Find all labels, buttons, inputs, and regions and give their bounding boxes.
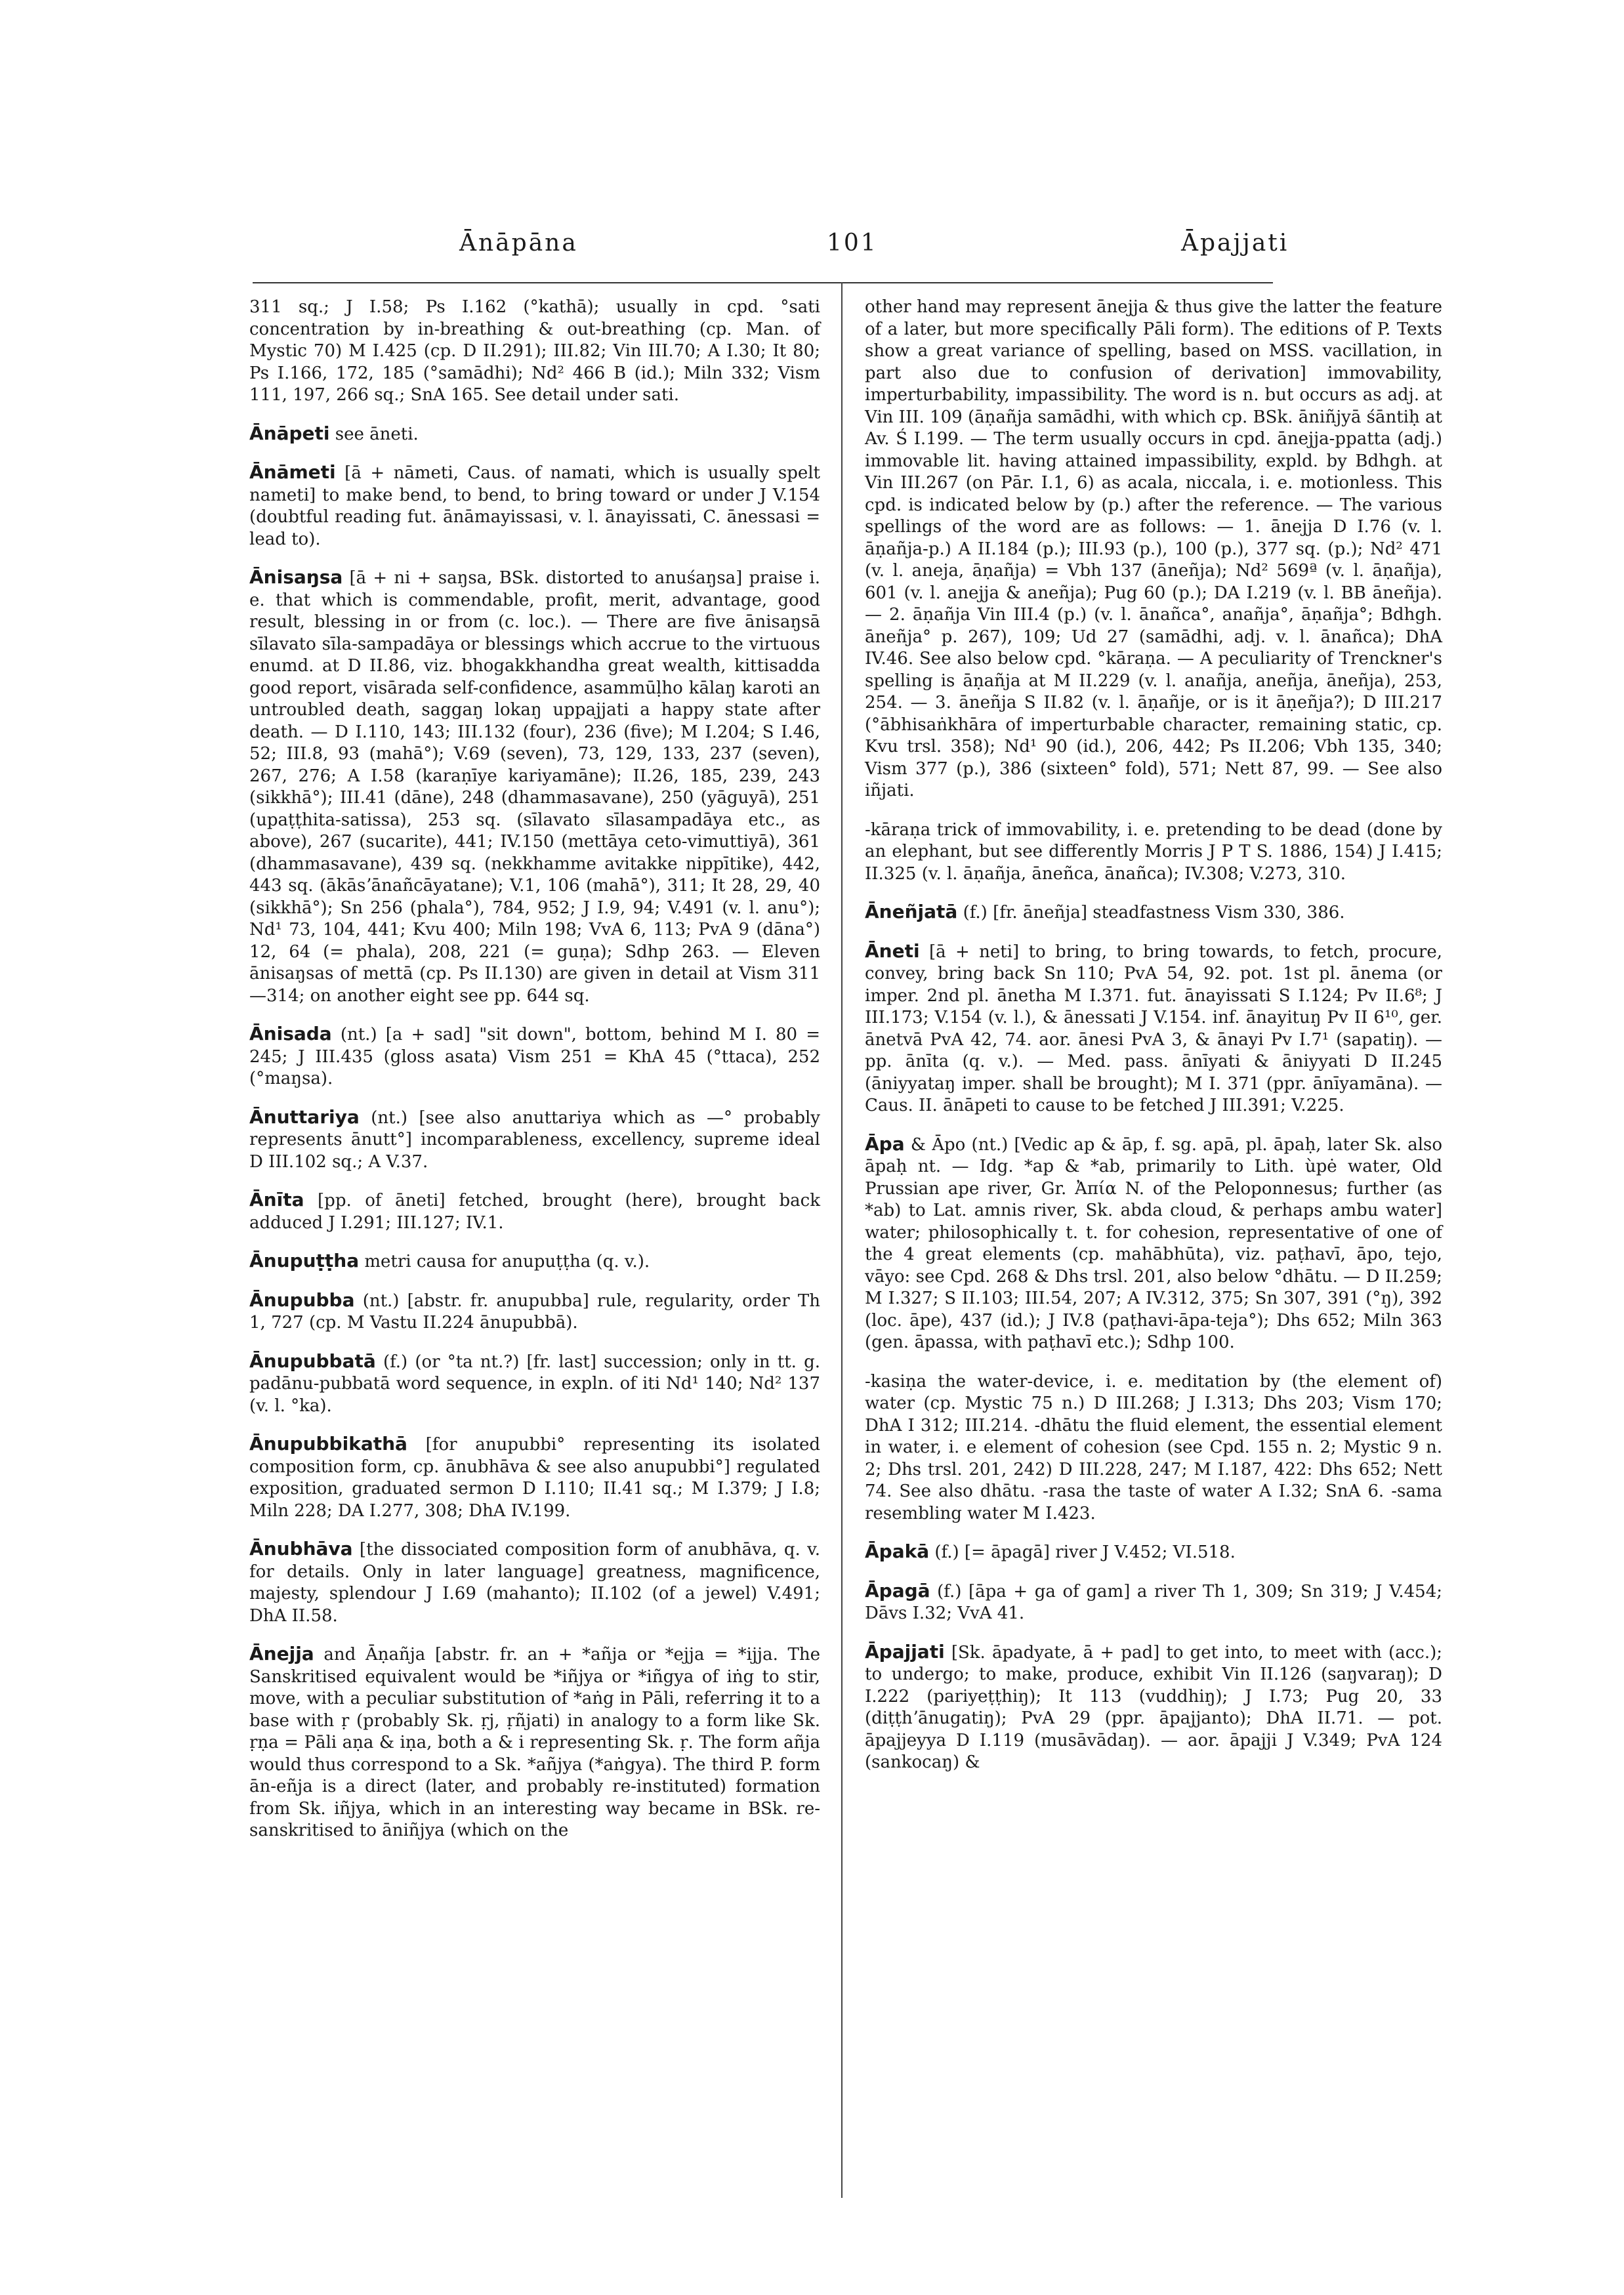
right-column xyxy=(865,295,1442,1790)
dictionary-entry xyxy=(249,295,820,407)
entry-text: (f.) [āpa + ga of gam] a river Th 1, 309; Sn 319; J V.454; Dāvs I.32; VvA 41. xyxy=(865,1581,1443,1623)
entry-text: see āneti. xyxy=(335,424,419,444)
entry-headword: Ānuttariya xyxy=(249,1106,360,1128)
entry-text: [ā + neti] to bring, to bring towards, to fetch, procure, convey, bring back Sn 110; PvA 54, 92. pot. 1st pl. ānema (or imper. 2nd pl. ānetha M I.371. fut. ānayissati S I.124; Pv II.6⁸; J III.173; V.154 (v. l.), & ānessati J V.154. inf. ānayituŋ Pv II 6¹⁰, ger. ānetvā PvA 42, 74. aor. ānesi PvA 3, & ānayi Pv I.7¹ (sapatiŋ). — pp. ānīta (q. v.). — Med. pass. ānīyati & āniyyati D II.245 (āniyyataŋ imper. shall be brought); M I. 371 (ppr. ānīyamāna). — Caus. II. ānāpeti to cause to be fetched J III.391; V.225. xyxy=(865,941,1443,1115)
dictionary-entry xyxy=(249,461,820,550)
dictionary-entry xyxy=(249,1106,820,1174)
dictionary-entry xyxy=(249,423,820,446)
dictionary-entry xyxy=(249,1023,820,1090)
entry-headword: Ānupuṭṭha xyxy=(249,1250,360,1272)
entry-text: (f.) [= āpagā] river J V.452; VI.518. xyxy=(934,1542,1236,1562)
entry-headword: Āpakā xyxy=(865,1540,930,1562)
entry-text: [for anupubbi° representing its isolated composition form, cp. ānubhāva & see also anupubbi°] regulated exposition, graduated sermon D I.110; II.41 sq.; M I.379; J I.8; Miln 228; DA I.277, 308; DhA IV.199. xyxy=(249,1435,821,1521)
running-header xyxy=(433,230,1289,276)
entry-text: other hand may represent ānejja & thus give the latter the feature of a later, but more specifically Pāli form). The editions of P. Texts show a great variance of spelling, based on MSS. vacillation, in part also due to confusion of derivation] immovability, imperturbability, impassibility. The word is n. but occurs as adj. at Vin III. 109 (āṇañja samādhi, with which cp. BSk. āniñjyā śāntiḥ at Av. Ś I.199. — The term usually occurs in cpd. ānejja-ppatta (adj.) immovable lit. having attained impassibility, expld. by Bdhgh. at Vin III.267 (on Pār. I.1, 6) as acala, niccala, i. e. motionless. This cpd. is indicated below by (p.) after the reference. — The various spellings of the word are as follows: — 1. ānejja D I.76 (v. l. āṇañja-p.) A II.184 (p.); III.93 (p.), 100 (p.), 377 sq. (p.); Nd² 471 (v. l. aneja, āṇañja) = Vbh 137 (āneñja); Nd² 569ª (v. l. āṇañja), 601 (v. l. anejja & aneñja); Pug 60 (p.); DA I.219 (v. l. BB āneñja). — 2. āṇañja Vin III.4 (p.) (v. l. ānañca°, anañja°, āṇañja°; Bdhgh. āneñja° p. 267), 109; Ud 27 (samādhi, adj. v. l. ānañca); DhA IV.46. See also below cpd. °kāraṇa. — A peculiarity of Trenckner's spelling is āṇañja at M II.229 (v. l. anañja, aneñja, āneñja), 253, 254. — 3. āneñja S II.82 (v. l. āṇañje, or is it āṇeñja?); D III.217 (°ābhisaṅkhāra of imperturbable character, remaining static, cp. Kvu trsl. 358); Nd¹ 90 (id.), 206, 442; Ps II.206; Vbh 135, 340; Vism 377 (p.), 386 (sixteen° fold), 571; Nett 87, 99. — See also iñjati. xyxy=(865,297,1442,800)
entry-headword: Ānupubba xyxy=(249,1289,355,1311)
entry-text: & Āpo (nt.) [Vedic ap & āp, f. sg. apā, pl. āpaḥ, later Sk. also āpaḥ nt. — Idg. *ap & *ab, primarily to Lith. ùpė water, Old Prussian ape river, Gr. Ἀπία N. of the Peloponnesus; further (as *ab) to Lat. amnis river, Sk. abda cloud, & perhaps ambu water] water; philosophically t. t. for cohesion, representative of one of the 4 great elements (cp. mahābhūta), viz. paṭhavī, āpo, tejo, vāyo: see Cpd. 268 & Dhs trsl. 201, also below °dhātu. — D II.259; M I.327; S II.103; III.54, 207; A IV.312, 375; Sn 307, 391 (°ŋ), 392 (loc. āpe), 437 (id.); J IV.8 (paṭhavi-āpa-teja°); Dhs 652; Miln 363 (gen. āpassa, with paṭhavī etc.); Sdhp 100. xyxy=(865,1134,1443,1352)
dictionary-entry xyxy=(249,1643,820,1842)
left-column xyxy=(249,295,820,1858)
dictionary-entry xyxy=(865,295,1442,802)
entry-text: (nt.) [a + sad] "sit down", bottom, behind M I. 80 = 245; J III.435 (gloss asata) Vism 251 = KhA 45 (°ttaca), 252 (°maŋsa). xyxy=(249,1025,820,1088)
entry-headword: Ānupubbatā xyxy=(249,1350,376,1372)
entry-headword: Ānejja xyxy=(249,1643,314,1664)
entry-headword: Ānisada xyxy=(249,1023,332,1044)
entry-text: [Sk. āpadyate, ā + pad] to get into, to meet with (acc.); to undergo; to make, produce, exhibit Vin II.126 (saŋvaraŋ); D I.222 (pariyeṭṭhiŋ); It 113 (vuddhiŋ); J I.73; Pug 20, 33 (diṭṭhʼānugatiŋ); PvA 29 (ppr. āpajjanto); DhA II.71. — pot. āpajjeyya D I.119 (musāvādaŋ). — aor. āpajji J V.349; PvA 124 (sankocaŋ) & xyxy=(865,1642,1442,1772)
entry-headword: Ānāpeti xyxy=(249,422,330,444)
entry-text: 311 sq.; J I.58; Ps I.162 (°kathā); usually in cpd. °sati concentration by in-breathing & out-breathing (cp. Man. of Mystic 70) M I.425 (cp. D II.291); III.82; Vin III.70; A I.30; It 80; Ps I.166, 172, 185 (°samādhi); Nd² 466 B (id.); Miln 332; Vism 111, 197, 266 sq.; SnA 165. See detail under sati. xyxy=(249,297,820,405)
entry-headword: Ānisaŋsa xyxy=(249,566,343,588)
entry-text: [ā + ni + saŋsa, BSk. distorted to anuśaŋsa] praise i. e. that which is commendable, profit, merit, advantage, good result, blessing in or from (c. loc.). — There are five ānisaŋsā sīlavato sīla-sampadāya or blessings which accrue to the virtuous enumd. at D II.86, viz. bhogakkhandha great wealth, kittisadda good report, visārada self-confidence, asammūḷho kālaŋ karoti an untroubled death, saggaŋ lokaŋ uppajjati a happy state after death. — D I.110, 143; III.132 (four), 236 (five); M I.204; S I.46, 52; III.8, 93 (mahā°); V.69 (seven), 73, 129, 133, 237 (seven), 267, 276; A I.58 (karaṇīye kariyamāne); II.26, 185, 239, 243 (sikkhā°); III.41 (dāne), 248 (dhammasavane), 250 (yāguyā), 251 (upaṭṭhita-satissa), 253 sq. (sīlavato sīlasampadāya etc., as above), 267 (sucarite), 441; IV.150 (mettāya ceto-vimuttiyā), 361 (dhammasavane), 439 sq. (nekkhamme avitakke nippītike), 442, 443 sq. (ākāsʼānañcāyatane); V.1, 106 (mahā°), 311; It 28, 29, 40 (sikkhā°); Sn 256 (phala°), 784, 952; J I.9, 94; V.491 (v. l. anu°); Nd¹ 73, 104, 441; Kvu 400; Miln 198; VvA 6, 113; PvA 9 (dāna°) 12, 64 (= phala), 208, 221 (= guṇa); Sdhp 263. — Eleven ānisaŋsas of mettā (cp. Ps II.130) are given in detail at Vism 311—314; on another eight see pp. 644 sq. xyxy=(249,568,821,1006)
entry-text: [ā + nāmeti, Caus. of namati, which is usually spelt nameti] to make bend, to bend, to bring toward or under J V.154 (doubtful reading fut. ānāmayissasi, v. l. ānayissati, C. ānessasi = lead to). xyxy=(249,463,821,549)
entry-headword: Āneñjatā xyxy=(865,901,958,922)
entry-headword: Ānubhāva xyxy=(249,1538,353,1560)
entry-headword: Āpa xyxy=(865,1132,905,1155)
entry-headword: Āpagā xyxy=(865,1579,930,1602)
header-right-guide-word: Āpajjati xyxy=(1181,230,1289,257)
page-number: 101 xyxy=(827,230,878,257)
dictionary-entry xyxy=(865,1580,1442,1625)
entry-text: (nt.) [abstr. fr. anupubba] rule, regularity, order Th 1, 727 (cp. M Vastu II.224 ānupubbā). xyxy=(249,1291,820,1333)
dictionary-entry xyxy=(249,1350,820,1418)
entry-text: [pp. of āneti] fetched, brought (here), brought back adduced J I.291; III.127; IV.1. xyxy=(249,1191,820,1233)
entry-text: and Āṇañja [abstr. fr. an + *añja or *ejja = *ijja. The Sanskritised equivalent would be *iñjya or *iñgya of iṅg to stir, move, with a peculiar substitution of *aṅg in Pāli, referring it to a base with ṛ (probably Sk. ṛj, ṛñjati) in analogy to a form like Sk. ṛṇa = Pāli aṇa & iṇa, both a & i representing Sk. ṛ. The form añja would thus correspond to a Sk. *añjya (*aṅgya). The third P. form ān-eñja is a direct (later, and probably re-instituted) formation from Sk. iñjya, which in an interesting way became in BSk. re-sanskritised to āniñjya (which on the xyxy=(249,1645,821,1840)
header-rule xyxy=(253,282,1273,283)
column-divider xyxy=(841,282,843,2198)
header-left-guide-word: Ānāpāna xyxy=(459,230,578,257)
entry-text: -kāraṇa trick of immovability, i. e. pretending to be dead (done by an elephant, but see differently Morris J P T S. 1886, 154) J I.415; II.325 (v. l. āṇañja, āneñca, ānañca); IV.308; V.273, 310. xyxy=(865,819,1442,884)
dictionary-entry xyxy=(249,566,820,1007)
dictionary-entry xyxy=(865,1641,1442,1774)
entry-headword: Ānāmeti xyxy=(249,461,336,483)
dictionary-entry xyxy=(249,1289,820,1334)
entry-text: [the dissociated composition form of anubhāva, q. v. for details. Only in later language] greatness, magnificence, majesty, splendour J I.69 (mahanto); II.102 (of a jewel) V.491; DhA II.58. xyxy=(249,1540,821,1626)
entry-text: -kasiṇa the water-device, i. e. meditation by (the element of) water (cp. Mystic 75 n.) D III.268; J I.313; Dhs 203; Vism 170; DhA I 312; III.214. -dhātu the fluid element, the essential element in water, i. e element of cohesion (see Cpd. 155 n. 2; Mystic 9 n. 2; Dhs trsl. 201, 242) D III.228, 247; M I.187, 422: Dhs 652; Nett 74. See also dhātu. -rasa the taste of water A I.32; SnA 6. -sama resembling water M I.423. xyxy=(865,1371,1442,1523)
entry-text: metri causa for anupuṭṭha (q. v.). xyxy=(364,1252,650,1272)
dictionary-entry xyxy=(865,901,1442,924)
entry-text: (f.) (or °ta nt.?) [fr. last] succession; only in tt. g. padānu-pubbatā word sequence, in expln. of iti Nd¹ 140; Nd² 137 (v. l. °ka). xyxy=(249,1352,820,1416)
entry-headword: Āneti xyxy=(865,940,920,962)
dictionary-entry xyxy=(865,940,1442,1117)
dictionary-entry xyxy=(865,1540,1442,1564)
dictionary-entry xyxy=(865,1370,1442,1525)
entry-headword: Āpajjati xyxy=(865,1640,945,1663)
dictionary-entry xyxy=(249,1250,820,1273)
dictionary-entry xyxy=(865,1133,1442,1354)
entry-text: (nt.) [see also anuttariya which as —° probably represents ānutt°] incomparableness, excellency, supreme ideal D III.102 sq.; A V.37. xyxy=(249,1107,820,1172)
entry-headword: Ānupubbikathā xyxy=(249,1433,407,1455)
dictionary-entry xyxy=(249,1538,820,1627)
dictionary-entry xyxy=(249,1433,820,1522)
dictionary-entry xyxy=(865,818,1442,886)
dictionary-entry xyxy=(249,1189,820,1234)
entry-text: (f.) [fr. āneñja] steadfastness Vism 330, 386. xyxy=(963,903,1345,922)
entry-headword: Ānīta xyxy=(249,1189,304,1210)
